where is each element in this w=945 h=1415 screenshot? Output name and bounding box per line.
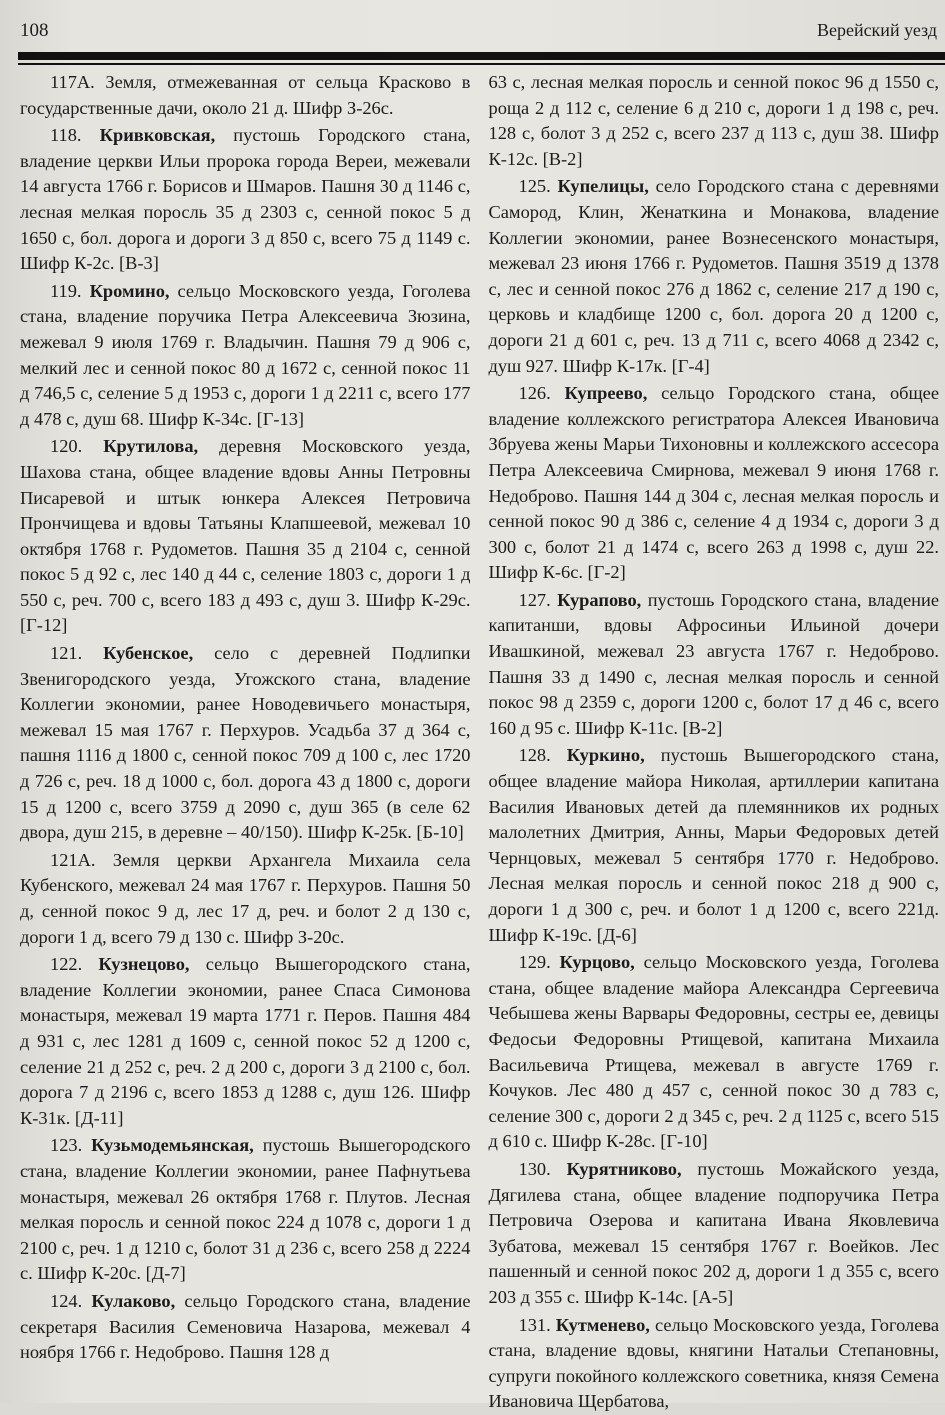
page-header: [20, 20, 937, 48]
left-column: [20, 70, 471, 1395]
entry-text: пустошь Городского стана, владение церкви Ильи пророка города Вереи, межевали 14 августа 1766 г. Борисов и Шмаров. Пашня 30 д 1146 с, лесная мелкая поросль 35 д 2303 с, сенной покос 5 д 1650 с, бол. дорога и дороги 3 д 850 с, всего 75 д 1149 с. Шифр К-2с. [В-3]: [20, 125, 471, 274]
entry-number: 118.: [50, 125, 82, 146]
entry-number: 120.: [50, 436, 83, 457]
entry: [489, 950, 940, 1155]
entry: [20, 1133, 471, 1287]
entry: [20, 641, 471, 846]
entry-text: пустошь Вышегородского стана, общее владение майора Николая, артиллерии капитана Василия Ивановых детей да племянников их родных малолетних Дмитрия, Анны, Марьи Федоровых детей Чернцовых, межевал 5 сентября 1770 г. Недоброво. Лесная мелкая поросль и сенной покос 218 д 900 с, дороги 1 д 300 с, реч. и болот 1 д 1200 с, всего 221д. Шифр К-19с. [Д-6]: [488, 745, 939, 945]
entry: [489, 588, 940, 742]
entry-text: 63 с, лесная мелкая поросль и сенной покос 96 д 1550 с, роща 2 д 112 с, селение 6 д 210 с, дороги 1 д 198 с, реч. 128 с, болот 3 д 252 с, всего 237 д 113 с, душ 38. Шифр К-12с. [В-2]: [488, 72, 939, 169]
entry-number: 127.: [518, 589, 551, 610]
entry: [489, 381, 940, 586]
entry-number: 121А.: [50, 849, 96, 870]
entry-number: 126.: [518, 383, 551, 404]
entry-text: село с деревней Подлипки Звенигородского уезда, Угожского стана, владение Коллегии экономии, ранее Новодевичьего монастыря, межевал 15 мая 1767 г. Перхуров. Усадьба 37 д 364 с, пашня 1116 д 1800 с, сенной покос 709 д 100 с, лес 1720 д 726 с, реч. 18 д 1000 с, бол. дорога 43 д 1800 с, дороги 15 д 1200 с, всего 3759 д 2090 с, душ 365 (в селе 62 двора, душ 215, в деревне – 40/150). Шифр К-25к. [Б-10]: [20, 643, 471, 843]
entry: [489, 70, 940, 172]
page-number: 108: [20, 20, 49, 41]
entry-text: сельцо Городского стана, владение секретаря Василия Семеновича Назарова, межевал 4 ноября 1766 г. Недоброво. Пашня 128 д: [20, 1290, 471, 1363]
entry-text: деревня Московского уезда, Шахова стана, общее владение вдовы Анны Петровны Писаревой и штык юнкера Алексея Петровича Прончищева и вдовы Татьяны Клапшеевой, межевал 10 октября 1768 г. Рудометов. Пашня 35 д 2104 с, сенной покос 5 д 92 с, лес 140 д 44 с, селение 1803 с, дороги 1 д 550 с, реч. 700 с, всего 183 д 493 с, душ 3. Шифр К-29с. [Г-12]: [20, 436, 471, 636]
entry-name: Купреево,: [564, 383, 648, 404]
entry-text: сельцо Городского стана, общее владение коллежского регистратора Алексея Ивановича Збруева жены Марьи Тихоновны и коллежского ассесора Петра Алексеевича Смирнова, межевал 9 июня 1768 г. Недоброво. Пашня 144 д 304 с, лесная мелкая поросль и сенной покос 90 д 386 с, селение 4 д 1934 с, дороги 3 д 300 с, болот 21 д 1474 с, всего 263 д 1998 с, душ 22. Шифр К-6с. [Г-2]: [488, 383, 939, 583]
entry-number: 117А.: [50, 72, 95, 92]
entry-text: сельцо Московского уезда, Гоголева стана, владение вдовы, княгини Натальи Степановны, супруги покойного коллежского советника, князя Семена Ивановича Щербатова,: [488, 1314, 939, 1412]
entry-name: Кулаково,: [91, 1290, 176, 1311]
entry: [20, 123, 471, 277]
entry-number: 123.: [50, 1135, 83, 1156]
header-rule-thin: [18, 63, 945, 65]
entry-name: Куркино,: [566, 745, 645, 766]
text-columns: [20, 70, 940, 1412]
entry-text: сельцо Московского уезда, Гоголева стана, общее владение майора Александра Сергеевича Чебышева жены Варвары Федоровны, сестры ее, девицы Федосьи Федоровны Ртищевой, капитана Михаила Васильевича Ртищева, межевал в августе 1769 г. Кочуков. Лес 480 д 457 с, сенной покос 30 д 783 с, селение 300 с, дороги 2 д 345 с, реч. 2 д 1125 с, всего 515 д 610 с. Шифр К-28с. [Г-10]: [488, 952, 939, 1152]
entry: [20, 70, 471, 121]
entry-text: Земля церкви Архангела Михаила села Кубенского, межевал 24 мая 1767 г. Перхуров. Пашня 50 д, сенной покос 9 д, лес 17 д, реч. и болот 2 д 130 с, дороги 1 д, всего 79 д 130 с. Шифр З-20с.: [20, 849, 471, 947]
entry: [20, 1289, 471, 1366]
entry-name: Курапово,: [557, 589, 642, 610]
entry-number: 130.: [518, 1158, 551, 1179]
entry-text: Земля, отмежеванная от сельца Красково в государственные дачи, около 21 д. Шифр З-26с.: [20, 72, 471, 118]
entry-number: 124.: [50, 1290, 83, 1311]
entry: [20, 434, 471, 639]
entry-name: Курятниково,: [566, 1158, 682, 1179]
entry-text: село Городского стана с деревнями Самород, Клин, Женаткина и Монакова, владение Коллегии экономии, ранее Вознесенского монастыря, межевал 23 июня 1766 г. Рудометов. Пашня 3519 д 1378 с, лес и сенной покос 276 д 1862 с, селение 217 д 190 с, церковь и кладбище 1200 с, бол. дорога 20 д 1200 с, дороги 21 д 601 с, реч. 13 д 711 с, всего 4068 д 2342 с, душ 927. Шифр К-17к. [Г-4]: [488, 176, 939, 376]
entry-name: Крутилова,: [103, 436, 199, 457]
entry-number: 122.: [50, 954, 83, 975]
entry-text: пустошь Городского стана, владение капитанши, вдовы Афросиньи Ильиной дочери Ивашкиной, межевал 23 августа 1767 г. Недоброво. Пашня 33 д 1490 с, лесная мелкая поросль и сенной покос 98 д 2359 с, дороги 1200 с, болот 17 д 46 с, всего 160 д 95 с. Шифр К-11с. [В-2]: [488, 589, 940, 738]
entry: [20, 952, 471, 1131]
entry-text: сельцо Вышегородского стана, владение Коллегии экономии, ранее Спаса Симонова монастыря, межевал 19 марта 1771 г. Перов. Пашня 484 д 931 с, лес 1281 д 1609 с, сенной покос 52 д 1200 с, селение 21 д 252 с, реч. 2 д 200 с, дороги 3 д 2100 с, бол. дорога 7 д 2196 с, всего 1853 д 1288 с, душ 126. Шифр К-31к. [Д-11]: [20, 954, 471, 1128]
entry-number: 128.: [518, 745, 551, 766]
entry-name: Кутменево,: [555, 1314, 650, 1335]
entry-name: Кузнецово,: [98, 954, 190, 975]
entry: [489, 743, 940, 948]
entry-name: Кузьмодемьянская,: [91, 1135, 254, 1156]
entry-name: Курцово,: [559, 952, 635, 973]
running-title: Верейский уезд: [816, 20, 937, 40]
entry: [489, 174, 940, 379]
entry-number: 119.: [50, 280, 82, 301]
entry: [20, 848, 471, 950]
entry: [20, 279, 471, 433]
entry-text: пустошь Вышегородского стана, владение Коллегии экономии, ранее Пафнутьева монастыря, межевал 26 октября 1768 г. Плутов. Лесная мелкая поросль и сенной покос 224 д 1078 с, дороги 1 д 2100 с, реч. 1 д 1210 с, болот 31 д 236 с, всего 258 д 2224 с. Шифр К-20с. [Д-7]: [20, 1135, 471, 1284]
entry-name: Кубенское,: [103, 643, 194, 664]
entry-number: 125.: [518, 176, 551, 197]
entry-name: Купелицы,: [557, 176, 649, 197]
entry-number: 131.: [518, 1314, 551, 1335]
entry-text: пустошь Можайского уезда, Дягилева стана, общее владение подпоручика Петра Петровича Озерова и капитана Ивана Яковлевича Зубатова, межевал 15 сентября 1767 г. Воейков. Лес пашенный и сенной покос 202 д, дороги 1 д 355 с, всего 203 д 355 с. Шифр К-14с. [А-5]: [488, 1158, 939, 1307]
entry-number: 129.: [518, 952, 551, 973]
entry-number: 121.: [50, 643, 83, 664]
entry: [489, 1157, 940, 1311]
right-column: [488, 70, 940, 1412]
entry-text: сельцо Московского уезда, Гоголева стана, владение поручика Петра Алексеевича Зюзина, межевал 9 июля 1769 г. Владычин. Пашня 79 д 906 с, мелкий лес и сенной покос 80 д 1672 с, сенной покос 11 д 746,5 с, селение 5 д 1953 с, дороги 1 д 2211 с, всего 177 д 478 с, душ 68. Шифр К-34с. [Г-13]: [20, 280, 471, 429]
entry-name: Кривковская,: [99, 125, 216, 146]
header-rule-thick: [18, 52, 945, 60]
entry: [489, 1313, 940, 1415]
entry-name: Кромино,: [89, 280, 170, 301]
